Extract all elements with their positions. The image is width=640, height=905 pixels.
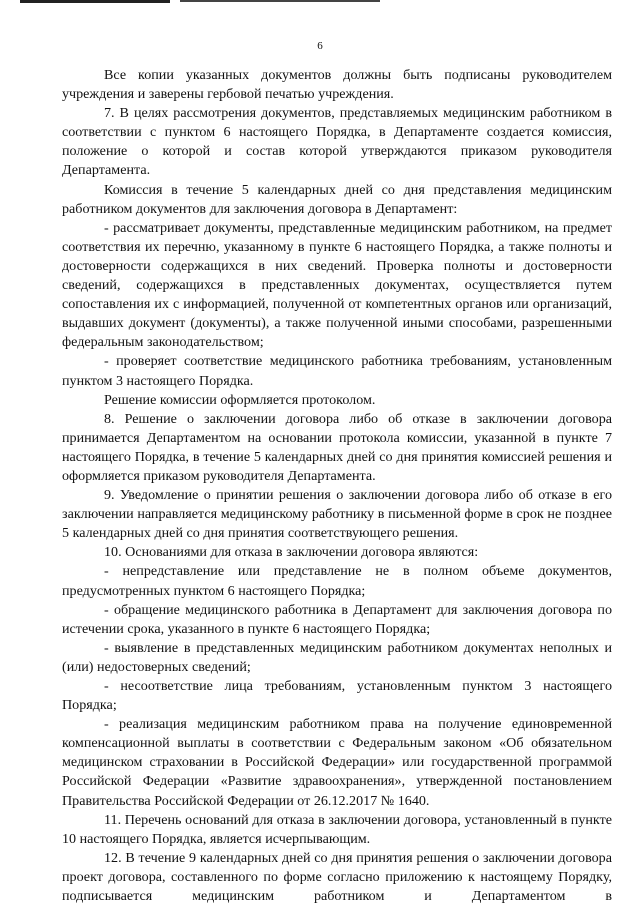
- paragraph-item-7: 7. В целях рассмотрения документов, представляемых медицинским работником в соответствии с пунктом 6 настоящего Порядка, в Департаменте создается комиссия, положение о которой и состав которой утверждаются приказом руководителя Департамента.: [62, 105, 612, 179]
- paragraph-item-12: 12. В течение 9 календарных дней со дня принятия решения о заключении договора проект договора, составленного по форме согласно приложению к настоящему Порядку, подписывается медицинским работником и Департаментом в: [62, 849, 612, 905]
- paragraph-item-8: 8. Решение о заключении договора либо об отказе в заключении договора принимается Департаментом на основании протокола комиссии, указанной в пункте 7 настоящего Порядка, в течение 5 календарных дней со дня принятия комиссией решения и оформляется приказом руководителя Департамента.: [62, 410, 612, 484]
- page-number: 6: [317, 40, 323, 52]
- paragraph-refusal-ground-2: - обращение медицинского работника в Департамент для заключения договора по истечении срока, указанного в пункте 6 настоящего Порядка;: [62, 601, 612, 637]
- paragraph-commission-protocol: Решение комиссии оформляется протоколом.: [104, 391, 376, 408]
- document-body: [62, 66, 612, 905]
- scan-edge-mark: [180, 0, 380, 2]
- paragraph-refusal-ground-4: - несоответствие лица требованиям, установленным пунктом 3 настоящего Порядка;: [62, 678, 612, 714]
- paragraph-refusal-ground-3: - выявление в представленных медицинским работником документах неполных и (или) недостоверных сведений;: [62, 639, 612, 675]
- paragraph-commission-checks: - проверяет соответствие медицинского работника требованиям, установленным пунктом 3 настоящего Порядка.: [62, 353, 612, 389]
- paragraph-refusal-ground-1: - непредставление или представление не в полном объеме документов, предусмотренных пунктом 6 настоящего Порядка;: [62, 563, 612, 599]
- paragraph-item-10: 10. Основаниями для отказа в заключении договора являются:: [104, 544, 479, 561]
- scan-edge-mark: [20, 0, 170, 3]
- paragraph-commission-intro: Комиссия в течение 5 календарных дней со дня представления медицинским работником документов для заключения договора в Департамент:: [62, 181, 612, 217]
- paragraph-copies-signed: Все копии указанных документов должны быть подписаны руководителем учреждения и заверены гербовой печатью учреждения.: [62, 67, 612, 103]
- paragraph-item-9: 9. Уведомление о принятии решения о заключении договора либо об отказе в его заключении направляется медицинскому работнику в письменной форме в срок не позднее 5 календарных дней со дня принятия соответствующего решения.: [62, 487, 612, 542]
- paragraph-refusal-ground-5: - реализация медицинским работником права на получение единовременной компенсационной выплаты в соответствии с Федеральным законом «Об обязательном медицинском страховании в Российской Федерации» или государственной программой Российской Федерации «Развитие здравоохранения», утвержденной постановлением Правительства Российской Федерации от 26.12.2017 № 1640.: [62, 716, 612, 809]
- paragraph-item-11: 11. Перечень оснований для отказа в заключении договора, установленный в пункте 10 настоящего Порядка, является исчерпывающим.: [62, 811, 612, 847]
- paragraph-commission-reviews: - рассматривает документы, представленные медицинским работником, на предмет соответствия их перечню, указанному в пункте 6 настоящего Порядка, а также полноты и достоверности содержащихся в них сведений. Проверка полноты и достоверности сведений, содержащихся в представленных документах, осуществляется путем сопоставления их с информацией, полученной от компетентных органов или организаций, выдавших документ (документы), а также полученной иными способами, разрешенными федеральным законодательством;: [62, 219, 612, 351]
